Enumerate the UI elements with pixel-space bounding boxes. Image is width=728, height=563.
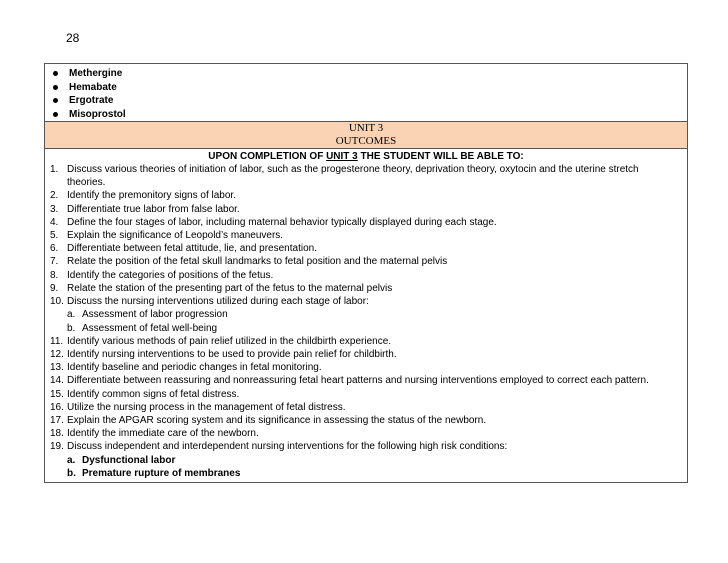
objective-item	[45, 216, 687, 229]
objective-number: 18.	[50, 428, 64, 440]
sub-letter: b.	[67, 467, 76, 479]
sub-objective	[45, 308, 687, 321]
objective-number: 12.	[50, 349, 64, 361]
unit-title: UNIT 3	[348, 122, 384, 134]
drug-name: Hemabate	[69, 81, 117, 93]
sub-text: Premature rupture of membranes	[82, 467, 241, 479]
objective-number: 9.	[50, 282, 59, 294]
objective-item	[45, 242, 687, 255]
sub-text: Assessment of fetal well-being	[82, 322, 218, 334]
objective-text: Relate the station of the presenting part of the fetus to the maternal pelvis	[67, 282, 393, 294]
objective-item	[45, 374, 687, 387]
objective-number: 2.	[50, 190, 59, 202]
unit-header	[45, 122, 687, 149]
objective-number: 7.	[50, 256, 59, 268]
objective-text: Explain the significance of Leopold’s maneuvers.	[67, 230, 284, 242]
bullet-icon	[53, 71, 58, 76]
objective-text: Identify baseline and periodic changes in fetal monitoring.	[67, 362, 322, 374]
objective-item	[45, 335, 687, 348]
sub-letter: a.	[67, 309, 76, 321]
objective-number: 15.	[50, 388, 64, 400]
bullet-icon	[53, 98, 58, 103]
drug-item	[45, 81, 687, 95]
drug-name: Misoprostol	[69, 108, 126, 120]
objective-item	[45, 361, 687, 374]
objective-item	[45, 282, 687, 295]
objective-text: Utilize the nursing process in the management of fetal distress.	[67, 401, 346, 413]
objective-text: Explain the APGAR scoring system and its significance in assessing the status of the newborn.	[67, 415, 487, 427]
objectives-intro	[45, 150, 687, 163]
objective-item	[45, 440, 687, 453]
objective-number: 1.	[50, 164, 59, 175]
objective-text: Identify the immediate care of the newborn.	[67, 428, 259, 440]
sub-letter: b.	[67, 322, 76, 334]
objective-text: Relate the position of the fetal skull landmarks to fetal position and the maternal pelvis	[67, 256, 448, 268]
objective-text: Discuss various theories of initiation of labor, such as the progesterone theory, deprivation theory, oxytocin and the uterine stretch theories.	[67, 164, 639, 189]
objective-text: Identify various methods of pain relief utilized in the childbirth experience.	[67, 335, 392, 347]
objective-text: Discuss the nursing interventions utilized during each stage of labor:	[67, 296, 369, 308]
sub-text: Dysfunctional labor	[82, 454, 176, 466]
objective-text: Differentiate between reassuring and nonreassuring fetal heart patterns and nursing interventions employed to correct each pattern.	[67, 375, 649, 387]
unit-subtitle: OUTCOMES	[335, 135, 397, 147]
sub-objective	[45, 454, 687, 467]
objective-number: 17.	[50, 415, 64, 427]
objectives-cell	[45, 149, 687, 482]
objective-item	[45, 348, 687, 361]
page-number: 28	[66, 31, 80, 45]
objective-item	[45, 203, 687, 216]
objective-text: Differentiate between fetal attitude, lie, and presentation.	[67, 243, 317, 255]
objective-item	[45, 427, 687, 440]
objective-text: Identify the premonitory signs of labor.	[67, 190, 236, 202]
sub-letter: a.	[67, 454, 76, 466]
objective-number: 10.	[50, 296, 64, 308]
drug-item	[45, 67, 687, 81]
objective-number: 5.	[50, 230, 59, 242]
objective-number: 4.	[50, 216, 59, 228]
drug-name: Methergine	[69, 68, 123, 79]
objective-item	[45, 255, 687, 268]
sub-objective	[45, 467, 687, 480]
drug-name: Ergotrate	[69, 95, 114, 106]
objective-item	[45, 414, 687, 427]
objective-item	[45, 401, 687, 414]
sub-objective	[45, 322, 687, 335]
bullet-icon	[53, 112, 58, 117]
objective-text: Differentiate true labor from false labor.	[67, 203, 240, 215]
outcomes-table	[44, 63, 688, 483]
objective-text: Identify nursing interventions to be used to provide pain relief for childbirth.	[67, 349, 397, 361]
intro-unit-link-text: UNIT 3	[326, 151, 358, 162]
drug-item	[45, 108, 687, 122]
objective-item	[45, 229, 687, 242]
bullet-icon	[53, 85, 58, 90]
objective-number: 3.	[50, 203, 59, 215]
objective-item	[45, 163, 687, 189]
objective-item	[45, 295, 687, 308]
objective-text: Define the four stages of labor, including maternal behavior typically displayed during each stage.	[67, 216, 497, 228]
objective-number: 16.	[50, 401, 64, 413]
objective-number: 8.	[50, 269, 59, 281]
objective-number: 14.	[50, 375, 64, 387]
objective-text: Identify common signs of fetal distress.	[67, 388, 240, 400]
objective-item	[45, 269, 687, 282]
objective-number: 11.	[50, 335, 64, 347]
sub-text: Assessment of labor progression	[82, 309, 228, 321]
objective-text: Discuss independent and interdependent nursing interventions for the following high risk conditions:	[67, 441, 508, 453]
objective-item	[45, 388, 687, 401]
drug-list	[45, 64, 687, 122]
objective-item	[45, 189, 687, 202]
intro-text-end: THE STUDENT WILL BE ABLE TO:	[357, 151, 524, 162]
objective-number: 6.	[50, 243, 59, 255]
intro-text: UPON COMPLETION OF	[208, 151, 327, 162]
drug-item	[45, 94, 687, 108]
objective-text: Identify the categories of positions of the fetus.	[67, 269, 274, 281]
objective-number: 19.	[50, 441, 64, 453]
objective-number: 13.	[50, 362, 64, 374]
